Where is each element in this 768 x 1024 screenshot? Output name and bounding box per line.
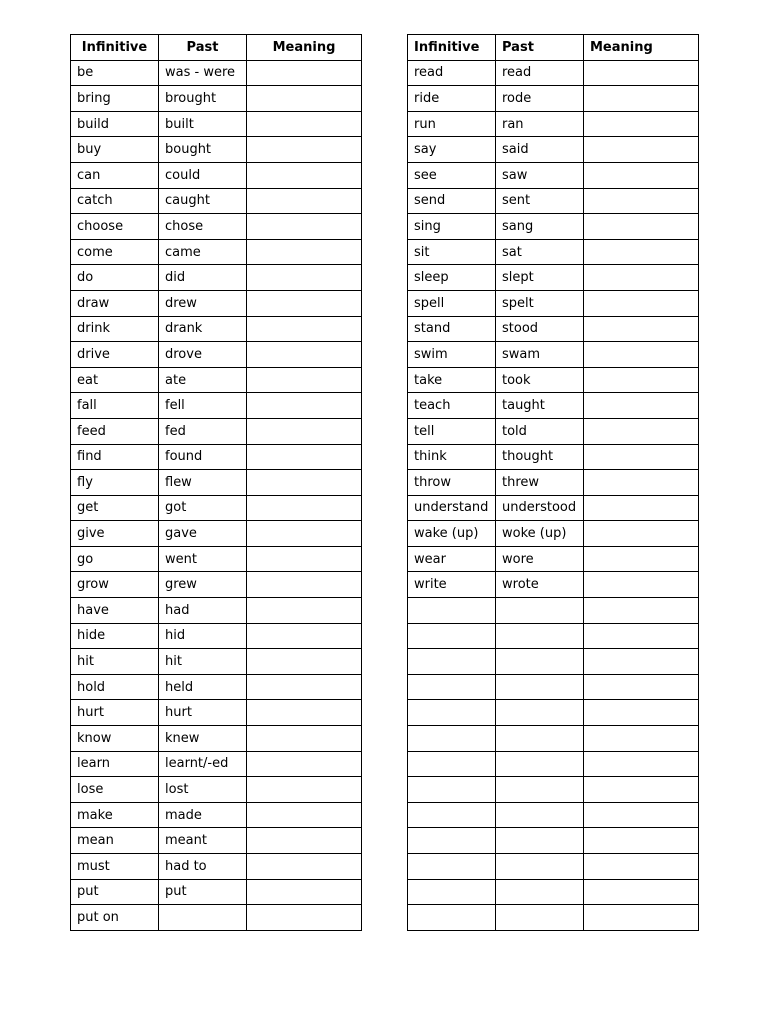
cell-past: gave bbox=[159, 521, 247, 547]
cell-meaning bbox=[584, 342, 699, 368]
cell-infinitive: hold bbox=[71, 674, 159, 700]
cell-past: sent bbox=[496, 188, 584, 214]
cell-infinitive bbox=[408, 879, 496, 905]
table-row bbox=[408, 854, 699, 880]
cell-meaning bbox=[584, 905, 699, 931]
table-row bbox=[408, 572, 699, 598]
cell-past: found bbox=[159, 444, 247, 470]
cell-infinitive: wear bbox=[408, 546, 496, 572]
cell-meaning bbox=[584, 546, 699, 572]
cell-past: went bbox=[159, 546, 247, 572]
cell-past: taught bbox=[496, 393, 584, 419]
cell-past: rode bbox=[496, 86, 584, 112]
table-row bbox=[408, 393, 699, 419]
cell-infinitive: mean bbox=[71, 828, 159, 854]
cell-meaning bbox=[584, 290, 699, 316]
cell-infinitive: teach bbox=[408, 393, 496, 419]
cell-meaning bbox=[247, 265, 362, 291]
table-row bbox=[71, 879, 362, 905]
cell-infinitive: send bbox=[408, 188, 496, 214]
table-row bbox=[408, 751, 699, 777]
table-row bbox=[71, 649, 362, 675]
cell-past: thought bbox=[496, 444, 584, 470]
cell-meaning bbox=[247, 367, 362, 393]
cell-infinitive: do bbox=[71, 265, 159, 291]
cell-infinitive: hurt bbox=[71, 700, 159, 726]
table-row bbox=[71, 265, 362, 291]
cell-past bbox=[496, 905, 584, 931]
table-row bbox=[71, 290, 362, 316]
cell-infinitive bbox=[408, 674, 496, 700]
cell-infinitive: come bbox=[71, 239, 159, 265]
column-header-past: Past bbox=[159, 35, 247, 61]
cell-infinitive bbox=[408, 802, 496, 828]
cell-past: wrote bbox=[496, 572, 584, 598]
cell-past: flew bbox=[159, 470, 247, 496]
cell-past: ran bbox=[496, 111, 584, 137]
cell-meaning bbox=[584, 470, 699, 496]
cell-infinitive: be bbox=[71, 60, 159, 86]
cell-past: stood bbox=[496, 316, 584, 342]
cell-infinitive: hide bbox=[71, 623, 159, 649]
table-row bbox=[71, 751, 362, 777]
cell-meaning bbox=[247, 700, 362, 726]
cell-infinitive bbox=[408, 828, 496, 854]
cell-infinitive: must bbox=[71, 854, 159, 880]
cell-infinitive: find bbox=[71, 444, 159, 470]
table-row bbox=[71, 137, 362, 163]
cell-infinitive: put on bbox=[71, 905, 159, 931]
cell-meaning bbox=[584, 674, 699, 700]
table-row bbox=[71, 854, 362, 880]
table-row bbox=[408, 214, 699, 240]
cell-meaning bbox=[584, 137, 699, 163]
table-row bbox=[408, 188, 699, 214]
cell-past bbox=[159, 905, 247, 931]
cell-infinitive: see bbox=[408, 162, 496, 188]
cell-meaning bbox=[584, 393, 699, 419]
cell-meaning bbox=[584, 239, 699, 265]
column-header-meaning: Meaning bbox=[584, 35, 699, 61]
cell-past bbox=[496, 802, 584, 828]
cell-past: lost bbox=[159, 777, 247, 803]
cell-infinitive: write bbox=[408, 572, 496, 598]
cell-past: fed bbox=[159, 418, 247, 444]
table-row bbox=[408, 316, 699, 342]
cell-past: was - were bbox=[159, 60, 247, 86]
cell-meaning bbox=[584, 188, 699, 214]
cell-past: meant bbox=[159, 828, 247, 854]
cell-infinitive: catch bbox=[71, 188, 159, 214]
cell-infinitive: sleep bbox=[408, 265, 496, 291]
cell-meaning bbox=[584, 649, 699, 675]
cell-meaning bbox=[584, 572, 699, 598]
cell-infinitive: go bbox=[71, 546, 159, 572]
cell-past bbox=[496, 879, 584, 905]
table-row bbox=[71, 367, 362, 393]
table-row bbox=[71, 239, 362, 265]
cell-past: bought bbox=[159, 137, 247, 163]
cell-infinitive: put bbox=[71, 879, 159, 905]
cell-past: swam bbox=[496, 342, 584, 368]
irregular-verbs-table-left bbox=[70, 34, 362, 931]
cell-past: understood bbox=[496, 495, 584, 521]
cell-past: did bbox=[159, 265, 247, 291]
table-row bbox=[71, 623, 362, 649]
cell-meaning bbox=[584, 367, 699, 393]
cell-meaning bbox=[247, 802, 362, 828]
cell-infinitive: give bbox=[71, 521, 159, 547]
cell-meaning bbox=[247, 726, 362, 752]
cell-meaning bbox=[584, 444, 699, 470]
cell-infinitive bbox=[408, 751, 496, 777]
cell-infinitive: spell bbox=[408, 290, 496, 316]
table-row bbox=[71, 316, 362, 342]
cell-past: got bbox=[159, 495, 247, 521]
cell-meaning bbox=[584, 316, 699, 342]
table-row bbox=[408, 111, 699, 137]
irregular-verbs-table-right bbox=[407, 34, 699, 931]
table-row bbox=[408, 726, 699, 752]
cell-meaning bbox=[584, 802, 699, 828]
table-row bbox=[71, 188, 362, 214]
cell-meaning bbox=[247, 905, 362, 931]
cell-past: had to bbox=[159, 854, 247, 880]
cell-meaning bbox=[247, 214, 362, 240]
cell-infinitive: feed bbox=[71, 418, 159, 444]
cell-meaning bbox=[584, 598, 699, 624]
table-row bbox=[71, 444, 362, 470]
cell-meaning bbox=[584, 86, 699, 112]
table-row bbox=[408, 802, 699, 828]
cell-meaning bbox=[247, 828, 362, 854]
cell-infinitive bbox=[408, 726, 496, 752]
cell-meaning bbox=[247, 879, 362, 905]
cell-infinitive bbox=[408, 623, 496, 649]
cell-infinitive bbox=[408, 777, 496, 803]
cell-past: had bbox=[159, 598, 247, 624]
cell-meaning bbox=[247, 521, 362, 547]
table-row bbox=[408, 342, 699, 368]
cell-infinitive bbox=[408, 649, 496, 675]
cell-meaning bbox=[247, 60, 362, 86]
cell-meaning bbox=[247, 649, 362, 675]
header-row bbox=[408, 35, 699, 61]
table-body bbox=[408, 60, 699, 930]
column-header-meaning: Meaning bbox=[247, 35, 362, 61]
cell-infinitive: bring bbox=[71, 86, 159, 112]
table-row bbox=[408, 905, 699, 931]
cell-infinitive: sing bbox=[408, 214, 496, 240]
cell-past bbox=[496, 623, 584, 649]
cell-meaning bbox=[247, 674, 362, 700]
cell-infinitive: buy bbox=[71, 137, 159, 163]
cell-infinitive: stand bbox=[408, 316, 496, 342]
cell-meaning bbox=[584, 495, 699, 521]
cell-infinitive: take bbox=[408, 367, 496, 393]
cell-infinitive: say bbox=[408, 137, 496, 163]
cell-past: could bbox=[159, 162, 247, 188]
cell-meaning bbox=[584, 777, 699, 803]
table-row bbox=[408, 162, 699, 188]
cell-infinitive: fall bbox=[71, 393, 159, 419]
cell-infinitive: make bbox=[71, 802, 159, 828]
cell-infinitive: tell bbox=[408, 418, 496, 444]
cell-past: said bbox=[496, 137, 584, 163]
cell-past: slept bbox=[496, 265, 584, 291]
cell-past: drank bbox=[159, 316, 247, 342]
cell-meaning bbox=[247, 751, 362, 777]
cell-meaning bbox=[247, 572, 362, 598]
cell-past: sat bbox=[496, 239, 584, 265]
cell-past: built bbox=[159, 111, 247, 137]
cell-infinitive: throw bbox=[408, 470, 496, 496]
cell-past: fell bbox=[159, 393, 247, 419]
cell-meaning bbox=[584, 879, 699, 905]
cell-meaning bbox=[247, 111, 362, 137]
table-row bbox=[71, 700, 362, 726]
cell-infinitive: think bbox=[408, 444, 496, 470]
cell-infinitive: drive bbox=[71, 342, 159, 368]
table-row bbox=[71, 162, 362, 188]
table-row bbox=[71, 546, 362, 572]
table-row bbox=[71, 905, 362, 931]
cell-infinitive: have bbox=[71, 598, 159, 624]
cell-meaning bbox=[584, 60, 699, 86]
cell-infinitive: eat bbox=[71, 367, 159, 393]
cell-past: threw bbox=[496, 470, 584, 496]
table-body bbox=[71, 60, 362, 930]
table-row bbox=[71, 521, 362, 547]
table-row bbox=[408, 418, 699, 444]
cell-infinitive bbox=[408, 700, 496, 726]
table-row bbox=[408, 290, 699, 316]
table-row bbox=[71, 393, 362, 419]
cell-infinitive: get bbox=[71, 495, 159, 521]
cell-infinitive: hit bbox=[71, 649, 159, 675]
cell-meaning bbox=[247, 418, 362, 444]
cell-meaning bbox=[584, 162, 699, 188]
cell-past: learnt/-ed bbox=[159, 751, 247, 777]
cell-meaning bbox=[584, 521, 699, 547]
cell-past bbox=[496, 751, 584, 777]
cell-meaning bbox=[247, 777, 362, 803]
cell-meaning bbox=[247, 393, 362, 419]
cell-infinitive: know bbox=[71, 726, 159, 752]
table-row bbox=[71, 495, 362, 521]
cell-past: hid bbox=[159, 623, 247, 649]
column-header-infinitive: Infinitive bbox=[408, 35, 496, 61]
table-row bbox=[71, 418, 362, 444]
table-row bbox=[71, 726, 362, 752]
cell-meaning bbox=[247, 162, 362, 188]
table-row bbox=[71, 470, 362, 496]
cell-infinitive: grow bbox=[71, 572, 159, 598]
table-row bbox=[71, 60, 362, 86]
cell-past bbox=[496, 777, 584, 803]
cell-meaning bbox=[247, 470, 362, 496]
table-row bbox=[408, 828, 699, 854]
cell-infinitive: can bbox=[71, 162, 159, 188]
table-row bbox=[71, 674, 362, 700]
cell-meaning bbox=[584, 751, 699, 777]
cell-meaning bbox=[584, 418, 699, 444]
cell-infinitive bbox=[408, 854, 496, 880]
cell-infinitive bbox=[408, 598, 496, 624]
cell-past bbox=[496, 700, 584, 726]
table-row bbox=[71, 777, 362, 803]
cell-past: hit bbox=[159, 649, 247, 675]
table-row bbox=[71, 86, 362, 112]
table-row bbox=[71, 214, 362, 240]
cell-meaning bbox=[584, 214, 699, 240]
cell-meaning bbox=[247, 598, 362, 624]
cell-meaning bbox=[247, 342, 362, 368]
cell-meaning bbox=[247, 188, 362, 214]
cell-past: hurt bbox=[159, 700, 247, 726]
table-row bbox=[408, 674, 699, 700]
cell-past: came bbox=[159, 239, 247, 265]
cell-infinitive: read bbox=[408, 60, 496, 86]
table-row bbox=[408, 879, 699, 905]
table-row bbox=[408, 546, 699, 572]
cell-meaning bbox=[247, 854, 362, 880]
table-row bbox=[408, 495, 699, 521]
table-row bbox=[408, 777, 699, 803]
cell-past: sang bbox=[496, 214, 584, 240]
cell-past: drew bbox=[159, 290, 247, 316]
cell-past bbox=[496, 598, 584, 624]
cell-meaning bbox=[584, 828, 699, 854]
cell-infinitive: sit bbox=[408, 239, 496, 265]
cell-past: told bbox=[496, 418, 584, 444]
table-row bbox=[408, 700, 699, 726]
cell-past: put bbox=[159, 879, 247, 905]
cell-infinitive: fly bbox=[71, 470, 159, 496]
cell-meaning bbox=[247, 137, 362, 163]
table-row bbox=[408, 137, 699, 163]
cell-infinitive: drink bbox=[71, 316, 159, 342]
table-row bbox=[408, 521, 699, 547]
cell-past bbox=[496, 649, 584, 675]
table-row bbox=[71, 802, 362, 828]
table-row bbox=[408, 60, 699, 86]
cell-meaning bbox=[247, 546, 362, 572]
cell-meaning bbox=[584, 265, 699, 291]
table-row bbox=[408, 367, 699, 393]
table-row bbox=[408, 649, 699, 675]
cell-meaning bbox=[247, 495, 362, 521]
cell-past: brought bbox=[159, 86, 247, 112]
cell-past: caught bbox=[159, 188, 247, 214]
header-row bbox=[71, 35, 362, 61]
cell-infinitive: understand bbox=[408, 495, 496, 521]
cell-meaning bbox=[584, 726, 699, 752]
cell-past: held bbox=[159, 674, 247, 700]
cell-past: wore bbox=[496, 546, 584, 572]
cell-past: drove bbox=[159, 342, 247, 368]
cell-meaning bbox=[584, 854, 699, 880]
cell-past: took bbox=[496, 367, 584, 393]
cell-infinitive: choose bbox=[71, 214, 159, 240]
cell-past: made bbox=[159, 802, 247, 828]
cell-past: chose bbox=[159, 214, 247, 240]
cell-past bbox=[496, 828, 584, 854]
cell-past: knew bbox=[159, 726, 247, 752]
cell-meaning bbox=[247, 239, 362, 265]
cell-meaning bbox=[247, 290, 362, 316]
cell-infinitive: build bbox=[71, 111, 159, 137]
cell-infinitive: draw bbox=[71, 290, 159, 316]
table-row bbox=[71, 828, 362, 854]
cell-past: saw bbox=[496, 162, 584, 188]
cell-past: read bbox=[496, 60, 584, 86]
cell-meaning bbox=[247, 86, 362, 112]
table-row bbox=[408, 623, 699, 649]
cell-past bbox=[496, 854, 584, 880]
column-header-infinitive: Infinitive bbox=[71, 35, 159, 61]
cell-past: grew bbox=[159, 572, 247, 598]
cell-past bbox=[496, 726, 584, 752]
cell-past bbox=[496, 674, 584, 700]
table-row bbox=[408, 598, 699, 624]
table-row bbox=[408, 86, 699, 112]
table-row bbox=[408, 470, 699, 496]
table-row bbox=[408, 444, 699, 470]
cell-meaning bbox=[584, 700, 699, 726]
table-row bbox=[408, 239, 699, 265]
cell-meaning bbox=[247, 623, 362, 649]
cell-infinitive: learn bbox=[71, 751, 159, 777]
cell-infinitive: ride bbox=[408, 86, 496, 112]
cell-infinitive bbox=[408, 905, 496, 931]
cell-infinitive: lose bbox=[71, 777, 159, 803]
table-row bbox=[71, 111, 362, 137]
table-row bbox=[71, 342, 362, 368]
cell-meaning bbox=[247, 316, 362, 342]
cell-past: spelt bbox=[496, 290, 584, 316]
cell-past: ate bbox=[159, 367, 247, 393]
table-row bbox=[71, 598, 362, 624]
cell-infinitive: wake (up) bbox=[408, 521, 496, 547]
cell-past: woke (up) bbox=[496, 521, 584, 547]
cell-meaning bbox=[584, 111, 699, 137]
table-row bbox=[408, 265, 699, 291]
cell-infinitive: swim bbox=[408, 342, 496, 368]
column-header-past: Past bbox=[496, 35, 584, 61]
table-row bbox=[71, 572, 362, 598]
cell-meaning bbox=[584, 623, 699, 649]
cell-meaning bbox=[247, 444, 362, 470]
cell-infinitive: run bbox=[408, 111, 496, 137]
